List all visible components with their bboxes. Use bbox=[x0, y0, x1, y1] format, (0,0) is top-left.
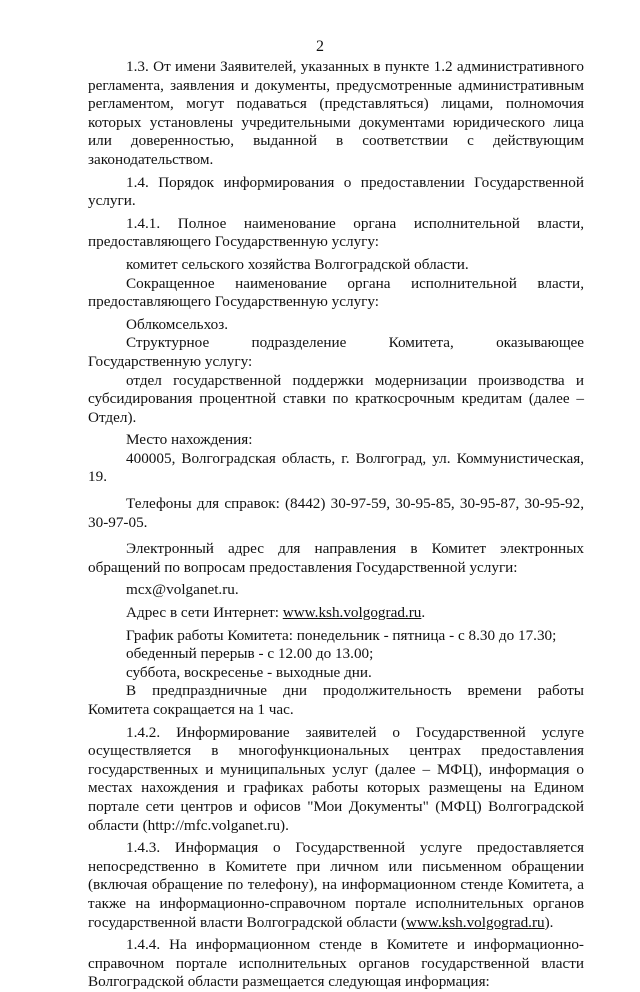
website-link[interactable]: www.ksh.volgograd.ru bbox=[282, 604, 422, 622]
holiday-paragraph: В предпраздничные дни продолжительность времени работы Комитета сокращается на 1 час. bbox=[88, 682, 584, 718]
paragraph-1-4-2: 1.4.2. Информирование заявителей о Государственной услуге осуществляется в многофункциональных центрах предоставления государственных и муниципальных услуг (далее – МФЦ), информация о местах нахождения и графиках работы которых размещены на Едином портале сети центров и офисов "Мои Документы" (МФЦ) Волгоградской области (http://mfc.volganet.ru). bbox=[88, 723, 584, 834]
paragraph-1-4-1: 1.4.1. Полное наименование органа исполнительной власти, предоставляющего Государственную услугу: bbox=[88, 214, 584, 251]
phones-paragraph: Телефоны для справок: (8442) 30-97-59, 30-95-85, 30-95-87, 30-95-92, 30-97-05. bbox=[88, 495, 584, 531]
location-value: 400005, Волгоградская область, г. Волгоград, ул. Коммунистическая, 19. bbox=[88, 449, 584, 486]
email-label: Электронный адрес для направления в Комитет электронных обращений по вопросам предоставления Государственной услуги: bbox=[88, 540, 584, 576]
full-name-value: комитет сельского хозяйства Волгоградской области. bbox=[126, 255, 469, 273]
website-prefix: Адрес в сети Интернет: bbox=[126, 604, 283, 622]
paragraph-1-4-3 bbox=[88, 839, 584, 932]
paragraph-1-4-3-end: ). bbox=[544, 913, 554, 931]
page-number: 2 bbox=[316, 38, 324, 55]
struct-unit-value: отдел государственной поддержки модернизации производства и субсидирования процентной ставки по краткосрочным кредитам (далее – Отдел). bbox=[88, 371, 584, 426]
paragraph-1-3: 1.3. От имени Заявителей, указанных в пункте 1.2 административного регламента, заявления и документы, предусмотренные административным регламентом, могут подаваться (представляться) лицами, полномочия которых установлены учредительными документами юридического лица или доверенностью, выданной в соответствии с действующим законодательством. bbox=[88, 58, 584, 168]
short-name-label: Сокращенное наименование органа исполнительной власти, предоставляющего Государственную услугу: bbox=[88, 274, 584, 311]
document-body bbox=[88, 58, 584, 992]
email-value: mcx@volganet.ru. bbox=[126, 581, 239, 599]
location-label: Место нахождения: bbox=[126, 431, 253, 449]
schedule-weekend: суббота, воскресенье - выходные дни. bbox=[126, 663, 372, 681]
schedule-lunch: обеденный перерыв - с 12.00 до 13.00; bbox=[126, 645, 374, 663]
struct-unit-label: Структурное подразделение Комитета, оказывающее Государственную услугу: bbox=[88, 334, 584, 370]
paragraph-1-4-4: 1.4.4. На информационном стенде в Комитете и информационно-справочном портале исполнительных органов государственной власти Волгоградской области размещается следующая информация: bbox=[88, 936, 584, 991]
short-name-value: Облкомсельхоз. bbox=[126, 315, 228, 333]
paragraph-1-4: 1.4. Порядок информирования о предоставлении Государственной услуги. bbox=[88, 173, 584, 210]
schedule-weekdays: График работы Комитета: понедельник - пятница - с 8.30 до 17.30; bbox=[126, 626, 557, 644]
website-suffix: . bbox=[421, 604, 426, 622]
paragraph-1-4-3-main: 1.4.3. Информация о Государственной услуге предоставляется непосредственно в Комитете при личном или письменном обращении (включая обращение по телефону), на информационном стенде Комитета, а также на информационно-справочном портале исполнительных органов государственной власти Волгоградской области ( bbox=[88, 839, 584, 931]
website-paragraph bbox=[88, 604, 584, 623]
portal-link[interactable]: www.ksh.volgograd.ru bbox=[405, 913, 545, 931]
